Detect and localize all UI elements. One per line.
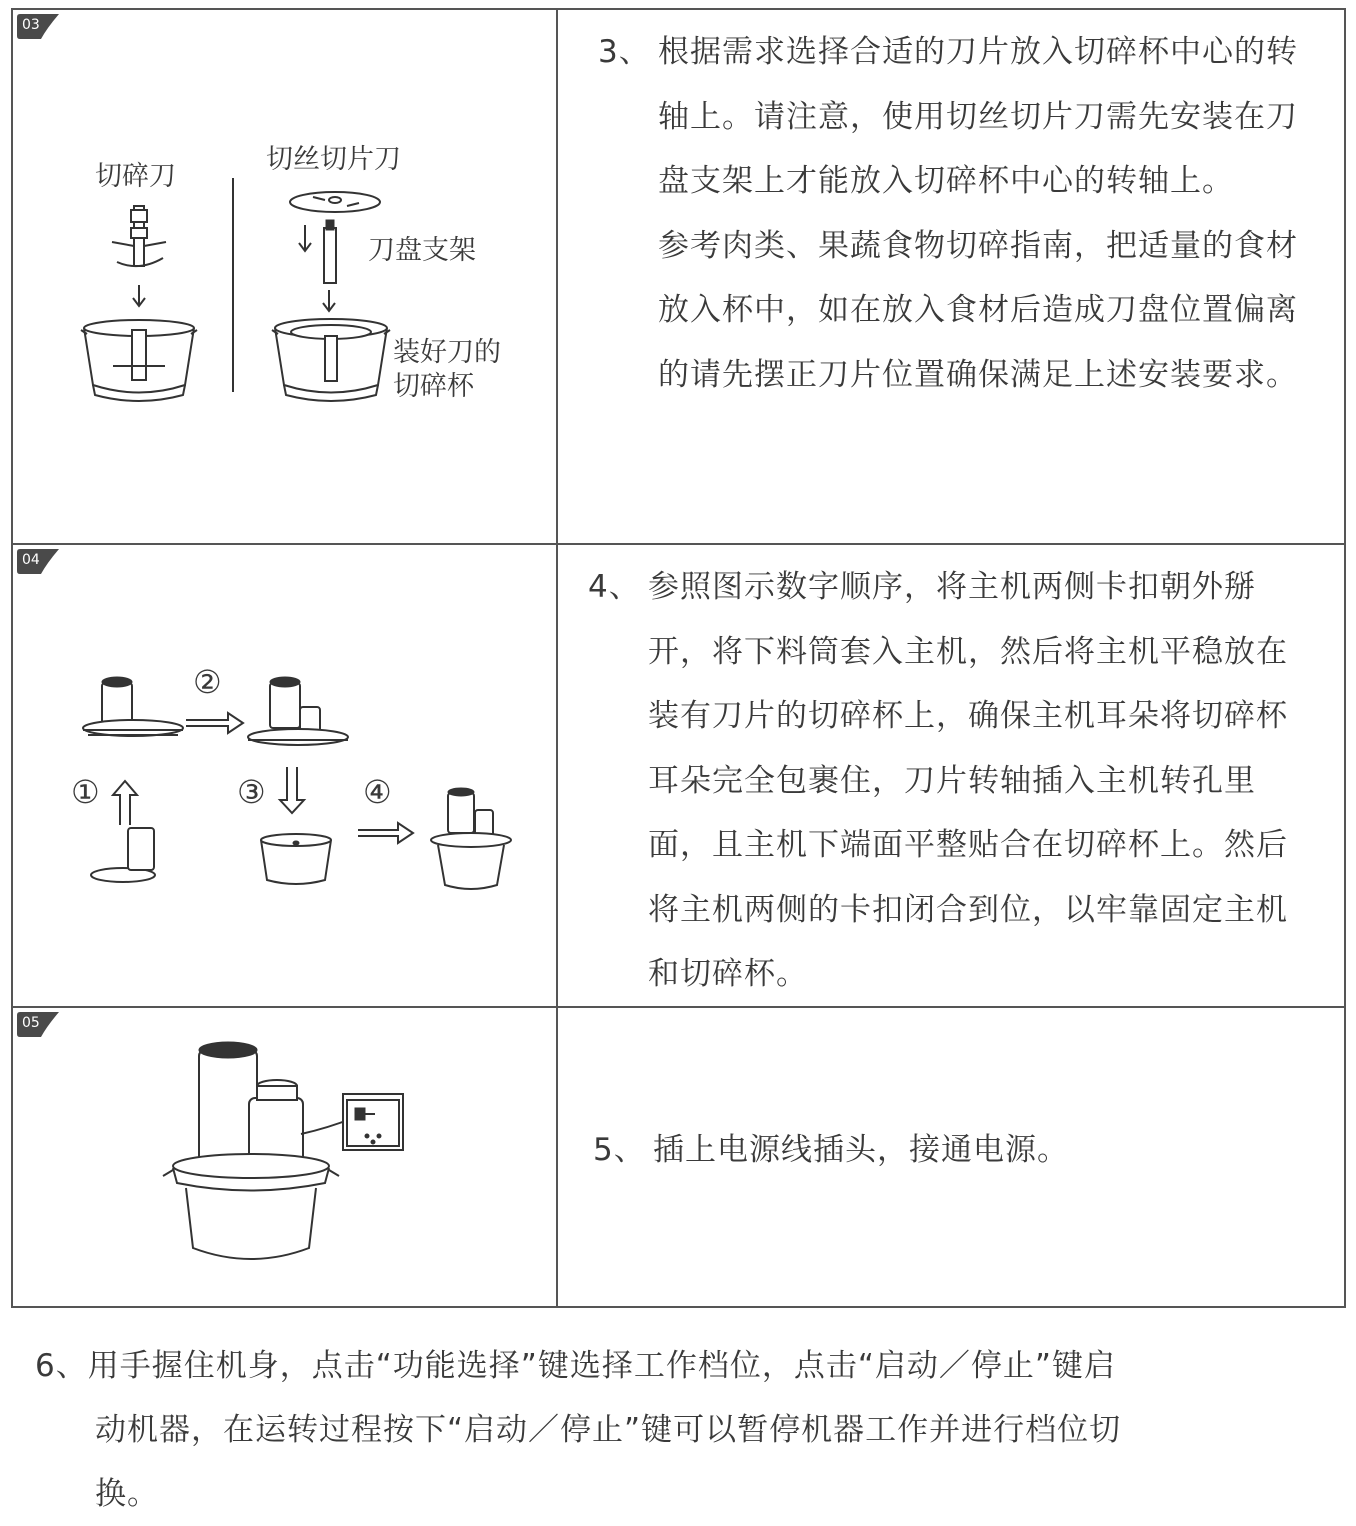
step-4-text: 4、 参照图示数字顺序，将主机两侧卡扣朝外掰开，将下料筒套入主机，然后将主机平稳放在装有刀片的切碎杯上，确保主机耳朵将切碎杯耳朵完全包裹住，刀片转轴插入主机转孔里面，且主机下端面平整贴合在切碎杯上。然后将主机两侧的卡扣闭合到位，以牢靠固定主机和切碎杯。 [588, 569, 1288, 992]
feed-chute-icon [91, 828, 155, 882]
step-6-line-1: 用手握住机身，点击“功能选择”键选择工作档位，点击“启动／停止”键启 [87, 1348, 1116, 1384]
down-arrow-icon [323, 290, 335, 311]
instruction-table [11, 8, 1346, 1308]
right-arrow-icon [358, 823, 413, 843]
chopping-cup-icon [261, 834, 331, 884]
step-3-text: 3、 根据需求选择合适的刀片放入切碎杯中心的转轴上。请注意，使用切丝切片刀需先安装在刀盘支架上才能放入切碎杯中心的转轴上。 参考肉类、果蔬食物切碎指南，把适量的食材放入杯中，如在放入食材后造成刀盘位置偏离的请先摆正刀片位置确保满足上述安装要求。 [598, 34, 1298, 393]
marker-4: ④ [363, 773, 392, 811]
up-arrow-icon [113, 781, 137, 825]
step-badge-04: 04 [17, 549, 61, 574]
assembled-unit-icon [431, 788, 511, 889]
down-arrow-icon [280, 767, 304, 813]
marker-1: ① [71, 773, 100, 811]
chopping-cup-icon [81, 320, 197, 401]
blade-assembly-drawing [13, 10, 556, 545]
step-badge-03: 03 [17, 14, 61, 39]
assembled-cup-label-2: 切碎杯 [393, 371, 474, 402]
chopping-blade-icon [112, 206, 166, 266]
step-3-row [13, 10, 1344, 545]
step-4-text-cell [558, 545, 1344, 1006]
step-4-illustration [13, 545, 556, 1006]
chopping-blade-label: 切碎刀 [95, 161, 176, 192]
power-connection-drawing [13, 1008, 556, 1304]
step-5-illustration [13, 1008, 556, 1306]
step-6-number: 6、 [35, 1348, 88, 1384]
blade-holder-icon [324, 220, 336, 283]
step-6-text [35, 1334, 1325, 1526]
slicing-disc-icon [290, 192, 380, 212]
step-4-row [13, 545, 1344, 1008]
step-3-text-cell [558, 10, 1344, 543]
main-unit-icon [83, 677, 183, 736]
power-socket-icon [343, 1094, 403, 1150]
slicing-blade-label: 切丝切片刀 [266, 144, 401, 175]
main-unit-with-chute-icon [248, 677, 348, 745]
blade-holder-label: 刀盘支架 [368, 235, 476, 266]
step-3-illustration [13, 10, 556, 543]
down-arrow-icon [299, 225, 311, 251]
step-6-line-2: 动机器，在运转过程按下“启动／停止”键可以暂停机器工作并进行档位切 [95, 1412, 1122, 1448]
step-5-text: 5、 插上电源线插头，接通电源。 [593, 1132, 1069, 1168]
down-arrow-icon [133, 285, 145, 306]
right-arrow-icon [186, 713, 243, 733]
chopper-icon [163, 1042, 339, 1259]
marker-3: ③ [237, 773, 266, 811]
assembled-cup-label-1: 装好刀的 [393, 337, 501, 368]
step-badge-05: 05 [17, 1012, 61, 1037]
step-6-line-3: 换。 [95, 1476, 159, 1512]
step-5-row [13, 1008, 1344, 1306]
assembled-cup-icon [272, 319, 390, 401]
assembly-sequence-drawing [13, 545, 556, 1008]
step-5-text-cell [558, 1008, 1344, 1306]
marker-2: ② [193, 663, 222, 701]
